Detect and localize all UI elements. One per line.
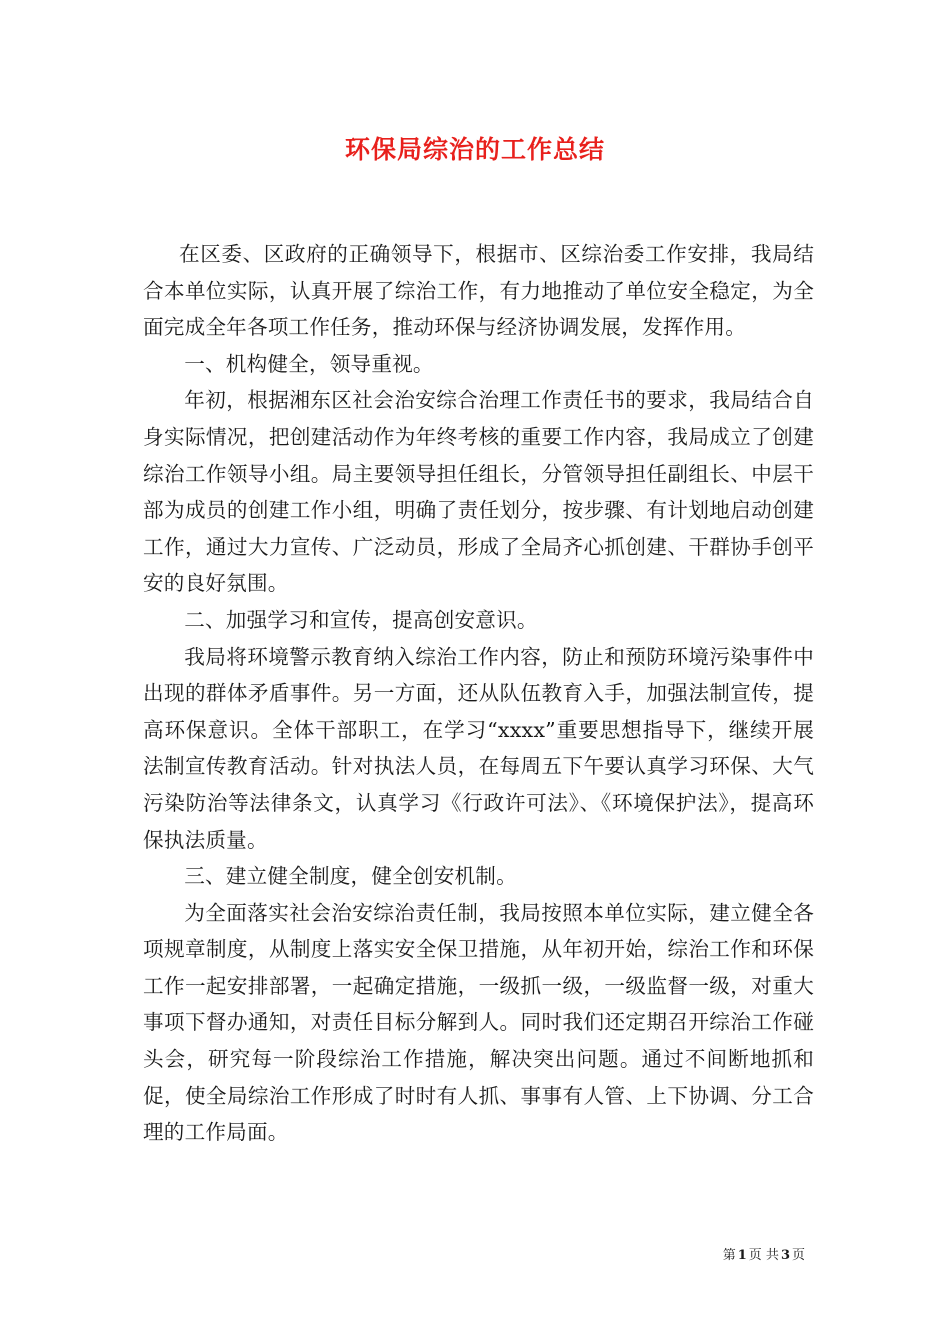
section-heading-3: 三、建立健全制度，健全创安机制。 [184,864,517,889]
document-title: 环保局综治的工作总结 [344,135,605,164]
paragraph-intro: 在区委、区政府的正确领导下，根据市、区综治委工作安排，我局结合本单位实际，认真开展了综治工作，有力地推动了单位安全稳定，为全面完成全年各项工作任务，推动环保与经济协调发展，发挥作用。 [143,242,814,340]
footer-middle: 页 共 [748,1248,779,1263]
paragraph-section-3: 为全面落实社会治安综治责任制，我局按照本单位实际，建立健全各项规章制度，从制度上落实安全保卫措施，从年初开始，综治工作和环保工作一起安排部署，一起确定措施，一级抓一级，一级监督一级，对重大事项下督办通知，对责任目标分解到人。同时我们还定期召开综治工作碰头会，研究每一阶段综治工作措施，解决突出问题。通过不间断地抓和促，使全局综治工作形成了时时有人抓、事事有人管、上下协调、分工合理的工作局面。 [143,900,814,1145]
document-body [143,236,814,1151]
page-number-footer [723,1247,805,1265]
footer-total-pages: 3 [780,1248,790,1263]
section-heading-2: 二、加强学习和宣传，提高创安意识。 [184,607,538,632]
section-heading-1: 一、机构健全，领导重视。 [184,351,434,376]
footer-suffix: 页 [791,1248,805,1263]
paragraph-section-2: 我局将环境警示教育纳入综治工作内容，防止和预防环境污染事件中出现的群体矛盾事件。另一方面，还从队伍教育入手，加强法制宣传，提高环保意识。全体干部职工，在学习“xxxx”重要思想指导下，继续开展法制宣传教育活动。针对执法人员，在每周五下午要认真学习环保、大气污染防治等法律条文，认真学习《行政许可法》、《环境保护法》，提高环保执法质量。 [143,644,814,852]
footer-prefix: 第 [722,1248,736,1263]
paragraph-section-1: 年初，根据湘东区社会治安综合治理工作责任书的要求，我局结合自身实际情况，把创建活动作为年终考核的重要工作内容，我局成立了创建综治工作领导小组。局主要领导担任组长，分管领导担任副组长、中层干部为成员的创建工作小组，明确了责任划分，按步骤、有计划地启动创建工作，通过大力宣传、广泛动员，形成了全局齐心抓创建、干群协手创平安的良好氛围。 [143,388,814,596]
footer-current-page: 1 [737,1248,747,1263]
